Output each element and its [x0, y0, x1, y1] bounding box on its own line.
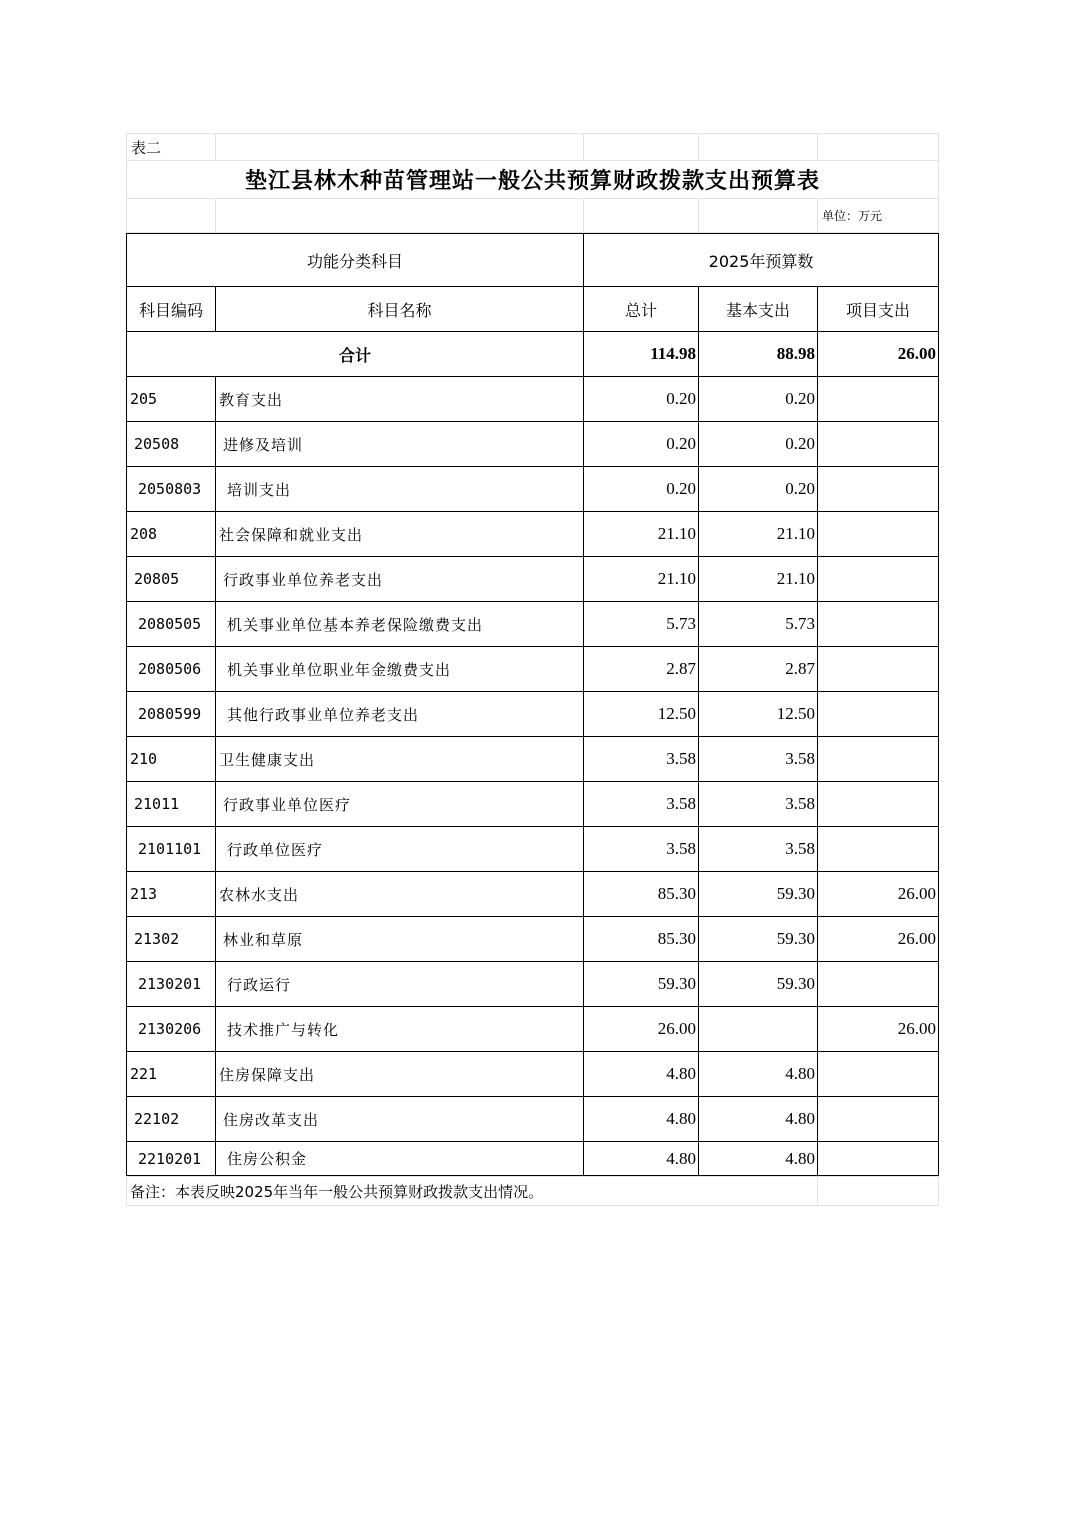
row-basic: 21.10	[699, 557, 818, 602]
row-total: 3.58	[584, 827, 699, 872]
page-title: 垫江县林木种苗管理站一般公共预算财政拨款支出预算表	[127, 161, 939, 199]
row-code: 2210201	[127, 1142, 216, 1176]
table-row	[127, 647, 939, 692]
header-func-category: 功能分类科目	[127, 234, 584, 287]
row-total: 3.58	[584, 782, 699, 827]
row-name: 住房保障支出	[216, 1052, 584, 1097]
row-code: 2080506	[127, 647, 216, 692]
row-code: 210	[127, 737, 216, 782]
header-row-1	[127, 234, 939, 287]
row-project	[818, 512, 939, 557]
table-row	[127, 1052, 939, 1097]
row-project	[818, 1142, 939, 1176]
table-row	[127, 1142, 939, 1176]
budget-sheet	[126, 133, 938, 1206]
row-basic: 3.58	[699, 737, 818, 782]
row-basic: 59.30	[699, 917, 818, 962]
summary-row	[127, 332, 939, 377]
row-project	[818, 422, 939, 467]
row-code: 2130201	[127, 962, 216, 1007]
row-code: 208	[127, 512, 216, 557]
table-row	[127, 917, 939, 962]
row-basic: 4.80	[699, 1142, 818, 1176]
header-basic: 基本支出	[699, 287, 818, 332]
row-basic: 3.58	[699, 782, 818, 827]
table-row	[127, 512, 939, 557]
row-project	[818, 557, 939, 602]
row-total: 59.30	[584, 962, 699, 1007]
row-total: 21.10	[584, 512, 699, 557]
row-total: 85.30	[584, 872, 699, 917]
table-row	[127, 872, 939, 917]
row-project	[818, 962, 939, 1007]
row-total: 5.73	[584, 602, 699, 647]
row-project	[818, 827, 939, 872]
row-name: 农林水支出	[216, 872, 584, 917]
row-code: 21302	[127, 917, 216, 962]
table-row	[127, 557, 939, 602]
row-basic: 21.10	[699, 512, 818, 557]
header-budget-year: 2025年预算数	[584, 234, 939, 287]
row-basic: 59.30	[699, 872, 818, 917]
row-code: 2080599	[127, 692, 216, 737]
header-project: 项目支出	[818, 287, 939, 332]
summary-label: 合计	[127, 332, 584, 377]
summary-project: 26.00	[818, 332, 939, 377]
table-row	[127, 422, 939, 467]
row-code: 2101101	[127, 827, 216, 872]
data-rows	[127, 377, 939, 1176]
row-name: 机关事业单位基本养老保险缴费支出	[216, 602, 584, 647]
row-project: 26.00	[818, 917, 939, 962]
row-basic: 0.20	[699, 377, 818, 422]
table-row	[127, 737, 939, 782]
row-total: 4.80	[584, 1052, 699, 1097]
row-name: 行政事业单位养老支出	[216, 557, 584, 602]
row-project	[818, 692, 939, 737]
table-row	[127, 962, 939, 1007]
row-code: 20805	[127, 557, 216, 602]
row-name: 社会保障和就业支出	[216, 512, 584, 557]
row-code: 21011	[127, 782, 216, 827]
header-name: 科目名称	[216, 287, 584, 332]
header-total: 总计	[584, 287, 699, 332]
row-code: 2130206	[127, 1007, 216, 1052]
row-project	[818, 782, 939, 827]
row-code: 20508	[127, 422, 216, 467]
row-project	[818, 602, 939, 647]
row-basic: 4.80	[699, 1097, 818, 1142]
row-basic: 5.73	[699, 602, 818, 647]
row-name: 卫生健康支出	[216, 737, 584, 782]
row-basic: 0.20	[699, 467, 818, 512]
sheet-header-area	[126, 133, 939, 233]
header-row-2	[127, 287, 939, 332]
row-basic: 4.80	[699, 1052, 818, 1097]
row-total: 3.58	[584, 737, 699, 782]
row-project	[818, 377, 939, 422]
row-name: 行政运行	[216, 962, 584, 1007]
row-total: 26.00	[584, 1007, 699, 1052]
row-name: 住房改革支出	[216, 1097, 584, 1142]
row-total: 21.10	[584, 557, 699, 602]
row-basic: 12.50	[699, 692, 818, 737]
summary-basic: 88.98	[699, 332, 818, 377]
note-area	[126, 1176, 939, 1206]
row-name: 其他行政事业单位养老支出	[216, 692, 584, 737]
row-project	[818, 1052, 939, 1097]
row-basic: 3.58	[699, 827, 818, 872]
row-basic	[699, 1007, 818, 1052]
row-total: 0.20	[584, 467, 699, 512]
row-total: 85.30	[584, 917, 699, 962]
row-project	[818, 737, 939, 782]
table-row	[127, 1007, 939, 1052]
row-project	[818, 647, 939, 692]
row-name: 技术推广与转化	[216, 1007, 584, 1052]
row-name: 行政单位医疗	[216, 827, 584, 872]
table-label: 表二	[127, 134, 216, 161]
row-basic: 59.30	[699, 962, 818, 1007]
row-total: 4.80	[584, 1097, 699, 1142]
table-row	[127, 1097, 939, 1142]
row-code: 221	[127, 1052, 216, 1097]
row-name: 住房公积金	[216, 1142, 584, 1176]
row-name: 行政事业单位医疗	[216, 782, 584, 827]
table-row	[127, 692, 939, 737]
budget-table	[126, 233, 939, 1176]
row-basic: 0.20	[699, 422, 818, 467]
summary-total: 114.98	[584, 332, 699, 377]
row-name: 机关事业单位职业年金缴费支出	[216, 647, 584, 692]
row-name: 教育支出	[216, 377, 584, 422]
row-code: 22102	[127, 1097, 216, 1142]
row-total: 0.20	[584, 422, 699, 467]
row-project	[818, 467, 939, 512]
unit-label: 单位：万元	[818, 199, 939, 233]
row-code: 2080505	[127, 602, 216, 647]
row-total: 2.87	[584, 647, 699, 692]
row-code: 2050803	[127, 467, 216, 512]
row-basic: 2.87	[699, 647, 818, 692]
footnote: 备注：本表反映2025年当年一般公共预算财政拨款支出情况。	[127, 1177, 818, 1206]
table-row	[127, 782, 939, 827]
row-total: 0.20	[584, 377, 699, 422]
table-row	[127, 377, 939, 422]
row-name: 培训支出	[216, 467, 584, 512]
row-name: 林业和草原	[216, 917, 584, 962]
row-total: 12.50	[584, 692, 699, 737]
row-project: 26.00	[818, 872, 939, 917]
row-name: 进修及培训	[216, 422, 584, 467]
row-code: 205	[127, 377, 216, 422]
table-row	[127, 467, 939, 512]
table-row	[127, 602, 939, 647]
table-row	[127, 827, 939, 872]
row-total: 4.80	[584, 1142, 699, 1176]
row-project	[818, 1097, 939, 1142]
header-code: 科目编码	[127, 287, 216, 332]
row-project: 26.00	[818, 1007, 939, 1052]
row-code: 213	[127, 872, 216, 917]
